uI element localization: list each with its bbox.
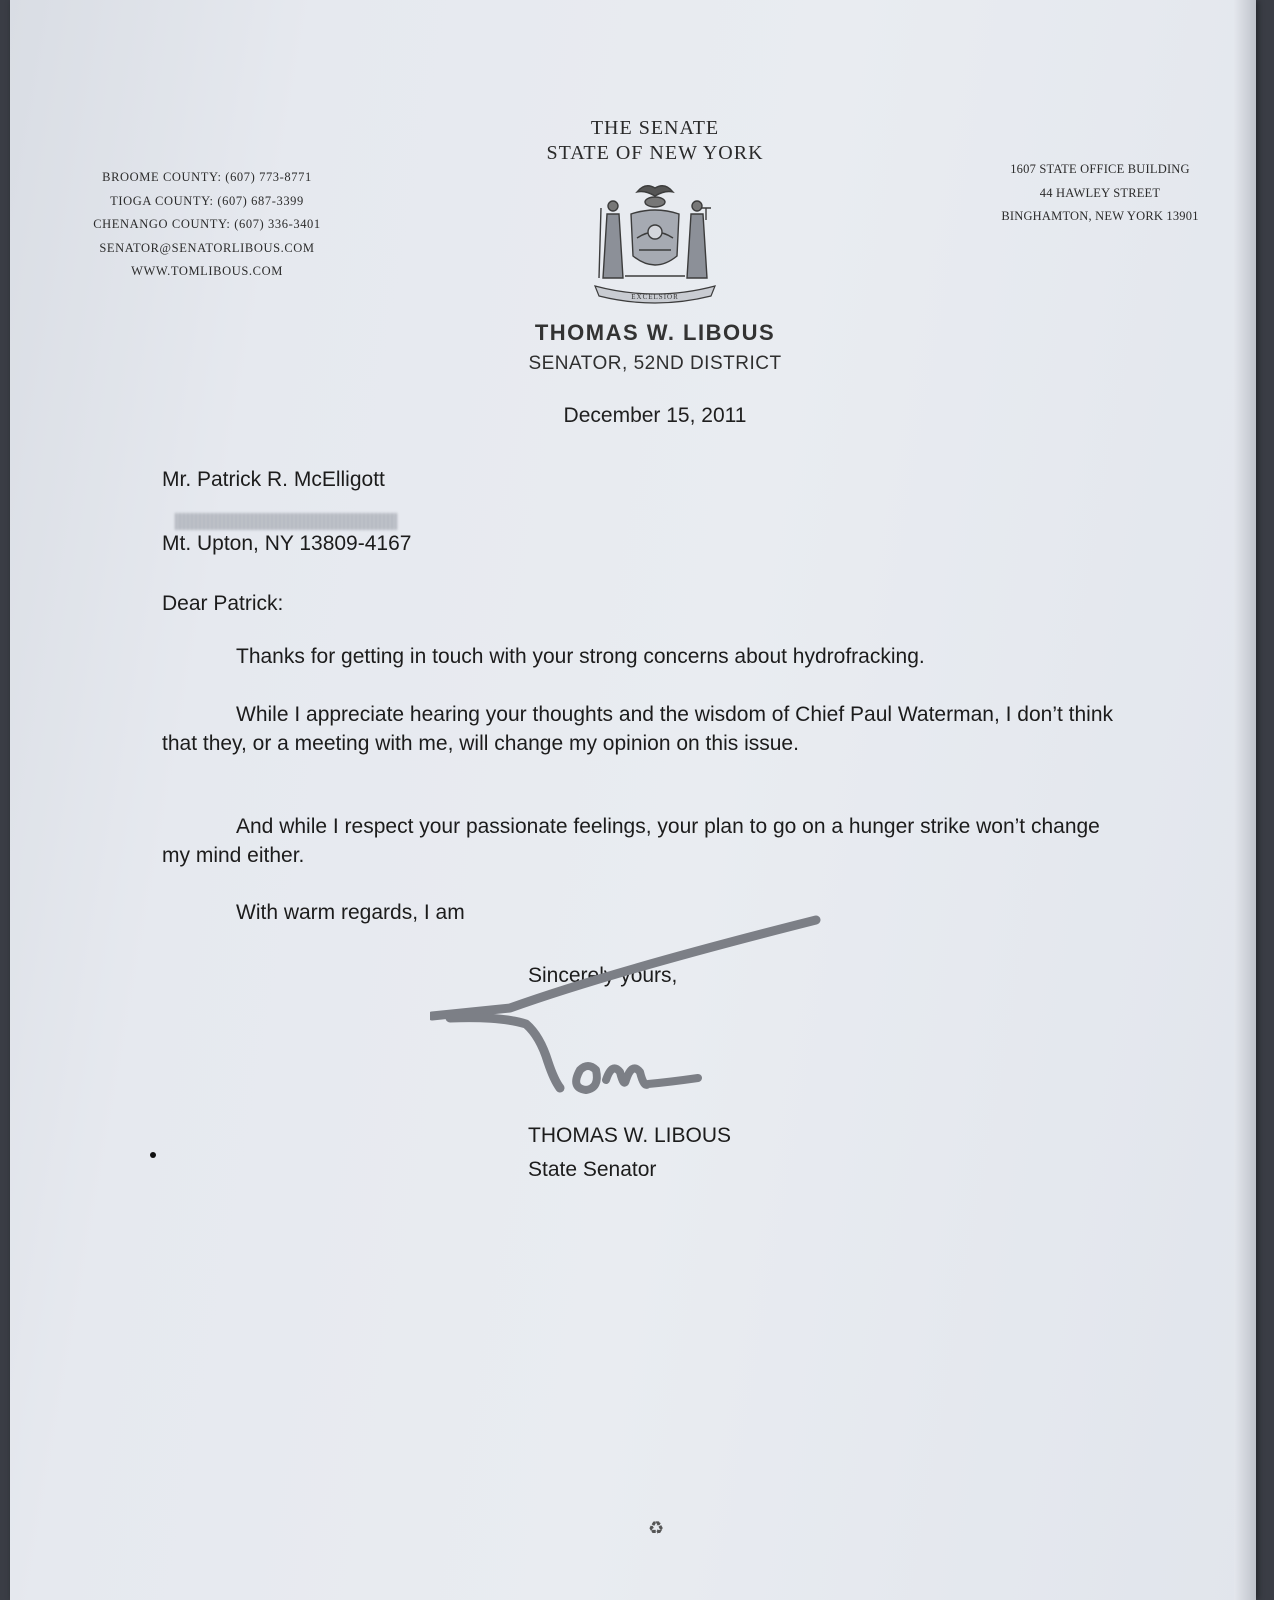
address-line-3: BINGHAMTON, NEW YORK 13901: [1001, 209, 1199, 223]
recipient-name: Mr. Patrick R. McElligott: [162, 468, 385, 491]
bullet-mark: [150, 1152, 156, 1158]
contact-broome: BROOME COUNTY: (607) 773-8771: [102, 170, 312, 184]
letterhead-address: [970, 158, 1230, 229]
address-line-1: 1607 STATE OFFICE BUILDING: [1010, 162, 1190, 176]
signer-title: State Senator: [528, 1158, 657, 1181]
state-seal-icon: [585, 178, 725, 308]
address-line-2: 44 HAWLEY STREET: [1039, 185, 1161, 200]
paper-edge: [1234, 0, 1256, 1600]
handwritten-signature: [430, 912, 830, 1112]
senator-name: THOMAS W. LIBOUS: [534, 320, 776, 345]
closing: Sincerely yours,: [528, 964, 678, 987]
contact-tioga: TIOGA COUNTY: (607) 687-3399: [110, 193, 304, 208]
paragraph-4: With warm regards, I am: [236, 901, 465, 924]
letterhead-contacts: [62, 166, 352, 284]
svg-text:EXCELSIOR: EXCELSIOR: [631, 293, 679, 301]
signer-name: THOMAS W. LIBOUS: [528, 1124, 732, 1147]
contact-website: WWW.TOMLIBOUS.COM: [131, 264, 283, 278]
salutation: Dear Patrick:: [162, 592, 284, 615]
contact-chenango: CHENANGO COUNTY: (607) 336-3401: [93, 217, 321, 231]
contact-email: SENATOR@SENATORLIBOUS.COM: [99, 240, 315, 255]
paragraph-1: Thanks for getting in touch with your strong concerns about hydrofracking.: [236, 645, 925, 668]
recipient-city: Mt. Upton, NY 13809-4167: [162, 532, 412, 555]
letter-page: [10, 0, 1256, 1600]
senate-heading: [490, 116, 820, 166]
redacted-address: [175, 513, 397, 530]
recycle-icon: ♻: [648, 1518, 665, 1538]
institution-line-1: THE SENATE: [590, 117, 720, 139]
institution-line-2: STATE OF NEW YORK: [546, 142, 764, 164]
letter-date: December 15, 2011: [563, 404, 747, 427]
senator-district: SENATOR, 52ND DISTRICT: [528, 353, 782, 374]
paragraph-2: While I appreciate hearing your thoughts and the wisdom of Chief Paul Waterman, I don’t think that they, or a meeting with me, will change my opinion on this issue.: [162, 703, 1114, 755]
paragraph-3: And while I respect your passionate feelings, your plan to go on a hunger strike won’t change my mind either.: [162, 815, 1100, 867]
